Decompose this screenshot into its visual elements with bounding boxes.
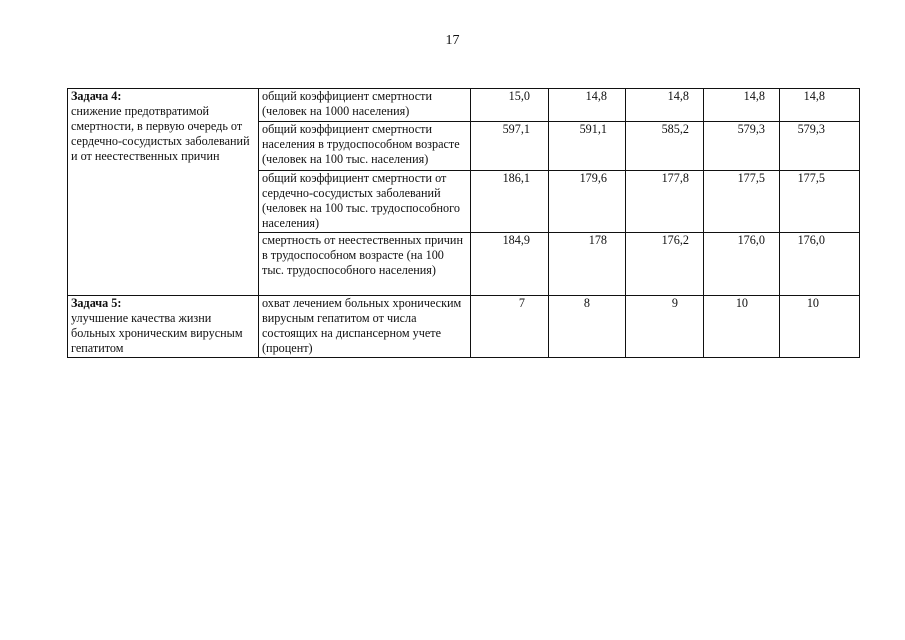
value-cell: 14,8	[626, 89, 704, 122]
indicators-table	[67, 88, 860, 358]
task-description: улучшение качества жизни больных хроническим вирусным гепатитом	[71, 311, 243, 355]
task-cell	[68, 296, 259, 358]
value-cell: 14,8	[549, 89, 626, 122]
value-cell: 10	[704, 296, 780, 358]
value-cell: 585,2	[626, 122, 704, 171]
task-cell	[68, 89, 259, 296]
value-cell: 177,8	[626, 171, 704, 233]
value-cell: 178	[549, 233, 626, 296]
value-cell: 9	[626, 296, 704, 358]
table-row	[68, 89, 860, 122]
value-cell: 579,3	[704, 122, 780, 171]
indicator-cell: смертность от неестественных причин в трудоспособном возрасте (на 100 тыс. трудоспособного населения)	[259, 233, 471, 296]
value-cell: 176,0	[780, 233, 860, 296]
value-cell: 10	[780, 296, 860, 358]
value-cell: 14,8	[704, 89, 780, 122]
value-cell: 177,5	[704, 171, 780, 233]
value-cell: 597,1	[471, 122, 549, 171]
value-cell: 7	[471, 296, 549, 358]
value-cell: 8	[549, 296, 626, 358]
value-cell: 15,0	[471, 89, 549, 122]
value-cell: 186,1	[471, 171, 549, 233]
task-title: Задача 4:	[71, 89, 122, 103]
table-row	[68, 296, 860, 358]
value-cell: 176,2	[626, 233, 704, 296]
value-cell: 179,6	[549, 171, 626, 233]
task-description: снижение предотвратимой смертности, в первую очередь от сердечно-сосудистых заболеваний и от неестественных причин	[71, 104, 250, 163]
indicator-cell: охват лечением больных хроническим вирусным гепатитом от числа состоящих на диспансерном учете (процент)	[259, 296, 471, 358]
value-cell: 579,3	[780, 122, 860, 171]
value-cell: 14,8	[780, 89, 860, 122]
value-cell: 177,5	[780, 171, 860, 233]
page-number: 17	[445, 33, 460, 48]
indicator-cell: общий коэффициент смертности населения в трудоспособном возрасте (человек на 100 тыс. населения)	[259, 122, 471, 171]
indicator-cell: общий коэффициент смертности (человек на 1000 населения)	[259, 89, 471, 122]
value-cell: 176,0	[704, 233, 780, 296]
value-cell: 591,1	[549, 122, 626, 171]
indicator-cell: общий коэффициент смертности от сердечно-сосудистых заболеваний (человек на 100 тыс. трудоспособного населения)	[259, 171, 471, 233]
value-cell: 184,9	[471, 233, 549, 296]
task-title: Задача 5:	[71, 296, 122, 310]
